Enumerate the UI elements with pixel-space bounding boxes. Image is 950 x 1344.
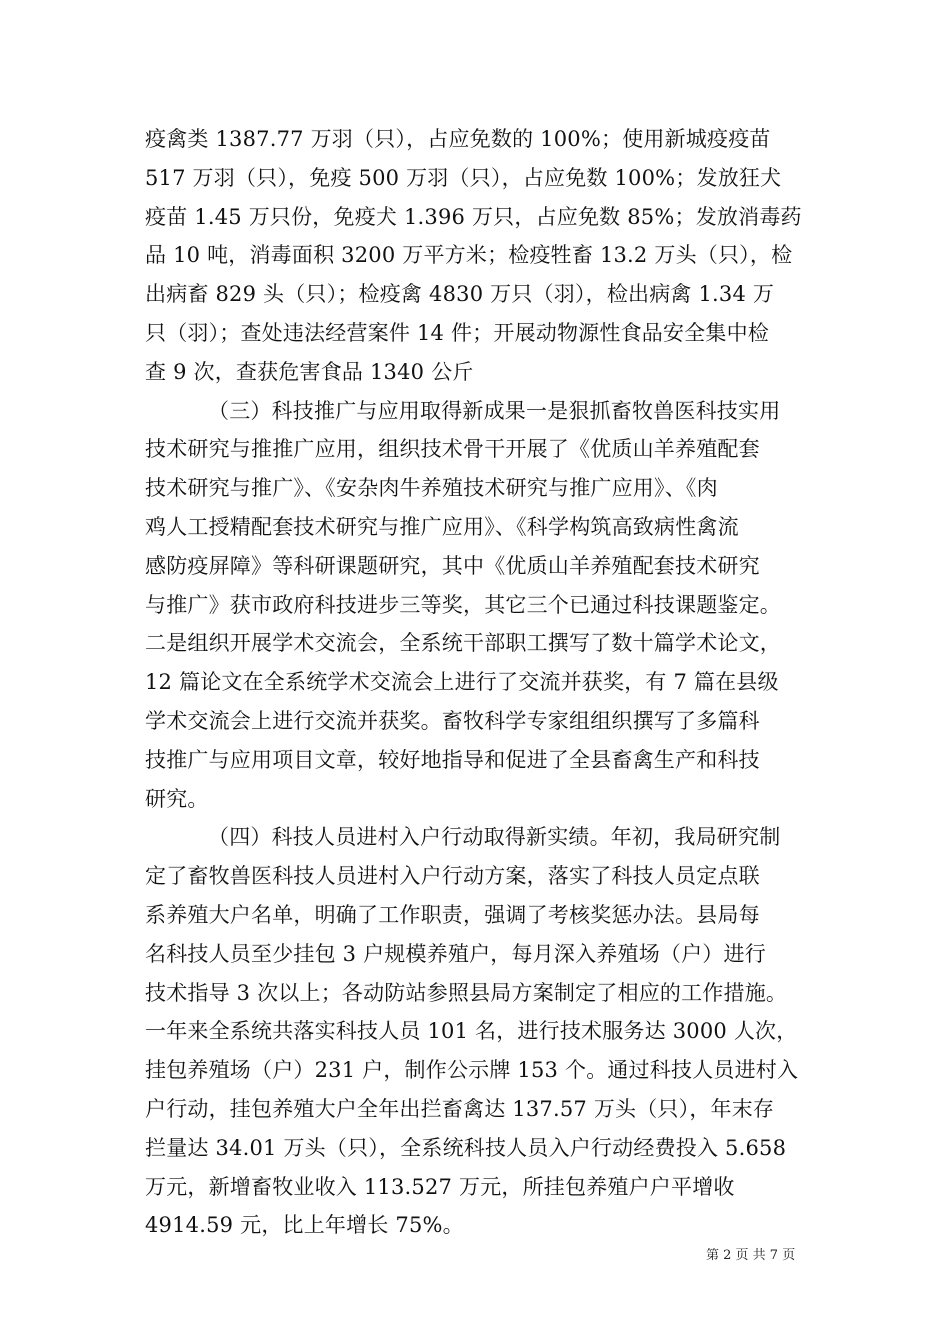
text-line: 疫禽类 1387.77 万羽（只），占应免数的 100%；使用新城疫疫苗 <box>145 127 771 151</box>
text-line: 出病畜 829 头（只）；检疫禽 4830 万只（羽），检出病禽 1.34 万 <box>145 282 775 307</box>
text-line: 万元，新增畜牧业收入 113.527 万元，所挂包养殖户户平增收 <box>145 1174 735 1199</box>
text-line: 12 篇论文在全系统学术交流会上进行了交流并获奖，有 7 篇在县级 <box>145 670 779 695</box>
text-line: 户行动，挂包养殖大户全年出拦畜禽达 137.57 万头（只），年末存 <box>145 1096 775 1121</box>
text-line: 查 9 次，查获危害食品 1340 公斤 <box>145 359 474 384</box>
text-line: 技术研究与推广》、《安杂肉牛养殖技术研究与推广应用》、《肉 <box>145 476 718 501</box>
text-line: 鸡人工授精配套技术研究与推广应用》、《科学构筑高致病性禽流 <box>145 514 739 539</box>
text-line: 技术指导 3 次以上；各动防站参照县局方案制定了相应的工作措施。 <box>145 980 788 1005</box>
text-line: 技术研究与推推广应用，组织技术骨干开展了《优质山羊养殖配套 <box>145 437 760 462</box>
text-line: 517 万羽（只），免疫 500 万羽（只），占应免数 100%；发放狂犬 <box>145 165 782 190</box>
page-number: 第 2 页 共 7 页 <box>706 1248 796 1263</box>
text-line: 技推广与应用项目文章，较好地指导和促进了全县畜禽生产和科技 <box>145 747 760 772</box>
text-line: 系养殖大户名单，明确了工作职责，强调了考核奖惩办法。县局每 <box>145 902 760 927</box>
text-line: 疫苗 1.45 万只份，免疫犬 1.396 万只，占应免数 85%；发放消毒药 <box>145 204 802 229</box>
text-line: 一年来全系统共落实科技人员 101 名，进行技术服务达 3000 人次， <box>145 1019 798 1044</box>
text-line: 二是组织开展学术交流会，全系统干部职工撰写了数十篇学术论文， <box>145 631 781 656</box>
text-line: （四）科技人员进村入户行动取得新实绩。年初，我局研究制 <box>208 825 781 850</box>
text-line: 学术交流会上进行交流并获奖。畜牧科学专家组组织撰写了多篇科 <box>145 708 760 733</box>
text-line: 与推广》获市政府科技进步三等奖，其它三个已通过科技课题鉴定。 <box>145 592 781 617</box>
text-line: 品 10 吨，消毒面积 3200 万平方米；检疫牲畜 13.2 万头（只），检 <box>145 243 793 268</box>
text-line: 研究。 <box>145 786 209 811</box>
text-line: （三）科技推广与应用取得新成果一是狠抓畜牧兽医科技实用 <box>208 398 781 423</box>
text-line: 挂包养殖场（户）231 户，制作公示牌 153 个。通过科技人员进村入 <box>145 1058 799 1083</box>
text-line: 4914.59 元，比上年增长 75%。 <box>145 1213 464 1238</box>
text-line: 感防疫屏障》等科研课题研究，其中《优质山羊养殖配套技术研究 <box>145 553 760 578</box>
body-text <box>145 120 810 1245</box>
text-line: 只（羽）；查处违法经营案件 14 件；开展动物源性食品安全集中检 <box>145 320 769 345</box>
text-line: 定了畜牧兽医科技人员进村入户行动方案，落实了科技人员定点联 <box>145 864 760 889</box>
text-line: 名科技人员至少挂包 3 户规模养殖户，每月深入养殖场（户）进行 <box>145 941 766 966</box>
text-line: 拦量达 34.01 万头（只），全系统科技人员入户行动经费投入 5.658 <box>145 1135 787 1160</box>
